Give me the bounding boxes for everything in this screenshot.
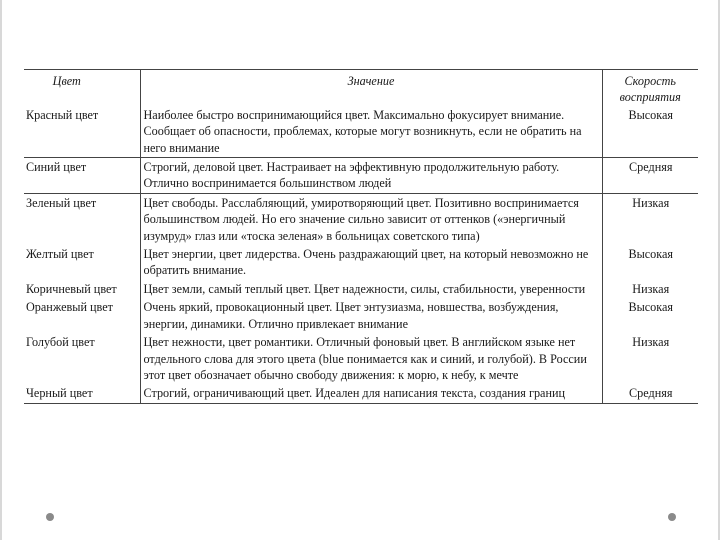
cell-color: Красный цвет xyxy=(24,106,140,158)
cell-color: Желтый цвет xyxy=(24,245,140,280)
header-color: Цвет xyxy=(24,70,140,106)
cell-color: Коричневый цвет xyxy=(24,280,140,298)
cell-color: Оранжевый цвет xyxy=(24,298,140,333)
cell-speed: Низкая xyxy=(602,193,698,245)
table-row xyxy=(24,298,698,333)
cell-speed: Низкая xyxy=(632,281,670,296)
cell-speed: Средняя xyxy=(602,384,698,403)
table-row xyxy=(24,333,698,384)
cell-color: Черный цвет xyxy=(24,384,140,403)
cell-meaning: Цвет земли, самый теплый цвет. Цвет надежности, силы, стабильности, уверенности xyxy=(140,280,602,298)
cell-speed: Высокая xyxy=(628,247,674,262)
cell-meaning: Строгий, деловой цвет. Настраивает на эффективную продолжительную работу. Отлично воспринимается большинством людей xyxy=(140,158,602,194)
cell-color: Синий цвет xyxy=(24,158,140,194)
slide-dot-right xyxy=(668,513,676,521)
table-row xyxy=(24,106,698,158)
slide-dot-left xyxy=(46,513,54,521)
cell-speed: Средняя xyxy=(602,158,698,194)
cell-meaning: Цвет свободы. Расслабляющий, умиротворяющий цвет. Позитивно воспринимается большинством людей. Но его значение сильно зависит от оттенков («энергичный изумруд» глаз или «тоска зеленая» в больницах советского типа) xyxy=(140,193,602,245)
table-row xyxy=(24,193,698,245)
table-row xyxy=(24,245,698,280)
cell-meaning: Строгий, ограничивающий цвет. Идеален для написания текста, создания границ xyxy=(140,384,602,403)
cell-meaning: Наиболее быстро воспринимающийся цвет. Максимально фокусирует внимание. Сообщает об опасности, проблемах, которые могут возникнуть, если не обратить на него внимание xyxy=(140,106,602,158)
cell-speed: Высокая xyxy=(628,107,674,122)
table-row xyxy=(24,280,698,298)
table-row xyxy=(24,384,698,403)
cell-speed: Низкая xyxy=(632,335,670,350)
color-meaning-table xyxy=(24,69,698,404)
cell-meaning: Цвет энергии, цвет лидерства. Очень раздражающий цвет, на который невозможно не обратить внимание. xyxy=(140,245,602,280)
cell-speed: Высокая xyxy=(628,300,674,315)
cell-meaning: Цвет нежности, цвет романтики. Отличный фоновый цвет. В английском языке нет отдельного слова для этого цвета (blue понимается как и синий, и голубой). В России этот цвет обозначает обычно свободу движения: к морю, к небу, к мечте xyxy=(140,333,602,384)
header-speed: Скорость восприятия xyxy=(602,70,698,106)
cell-meaning: Очень яркий, провокационный цвет. Цвет энтузиазма, новшества, возбуждения, энергии, динамики. Отлично привлекает внимание xyxy=(140,298,602,333)
table-row xyxy=(24,158,698,194)
cell-color: Зеленый цвет xyxy=(24,193,140,245)
cell-color: Голубой цвет xyxy=(24,333,140,384)
header-meaning: Значение xyxy=(140,70,602,106)
table-header-row xyxy=(24,70,698,106)
